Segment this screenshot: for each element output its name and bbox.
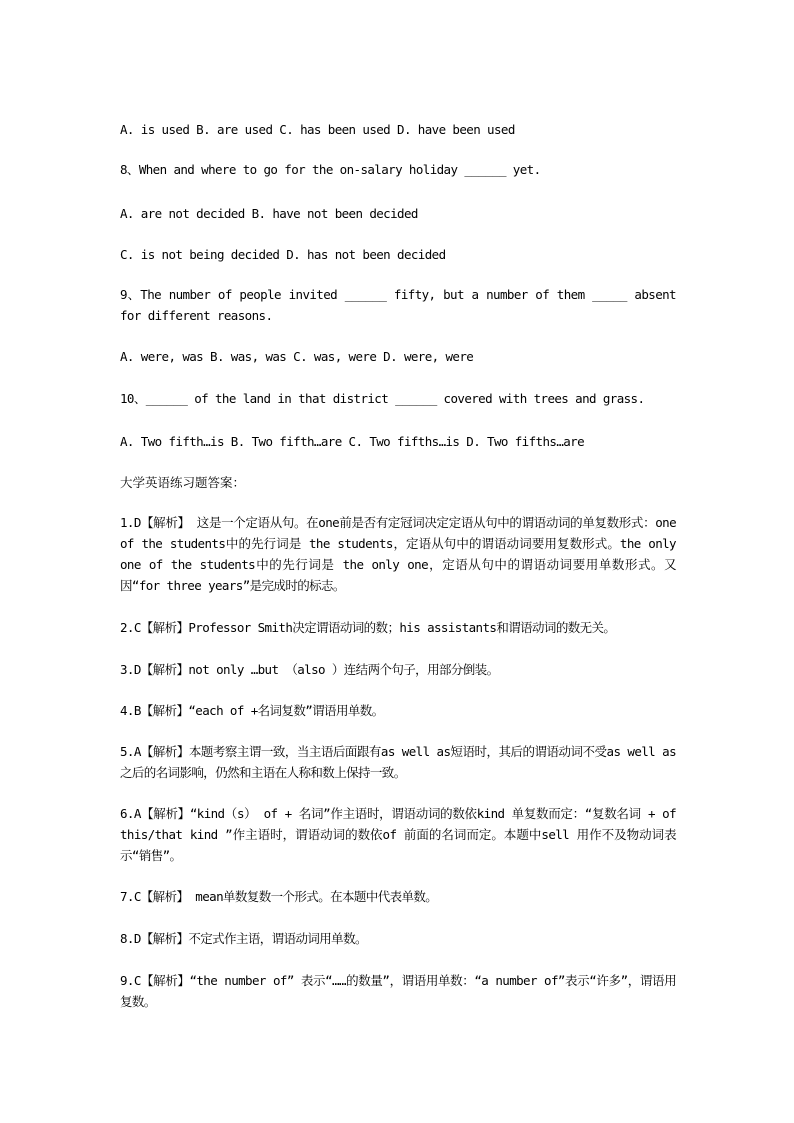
question-10-stem: 10、______ of the land in that district ______ covered with trees and grass. (120, 391, 645, 406)
answer-8: 8.D【解析】不定式作主语，谓语动词用单数。 (120, 931, 367, 946)
question-10-options: A. Two fifth…is B. Two fifth…are C. Two fifths…is D. Two fifths…are (120, 434, 585, 449)
question-7-options: A. is used B. are used C. has been used D. have been used (120, 122, 515, 137)
answer-3: 3.D【解析】not only …but （also ）连结两个句子，用部分倒装。 (120, 662, 499, 677)
answer-7: 7.C【解析】 mean单数复数一个形式。在本题中代表单数。 (120, 889, 438, 904)
question-9-options: A. were, was B. was, was C. was, were D. were, were (120, 349, 474, 364)
answers-heading: 大学英语练习题答案： (120, 475, 246, 490)
answer-6: 6.A【解析】“kind（s） of + 名词”作主语时，谓语动词的数依kind 单复数而定：“复数名词 + of this/that kind ”作主语时，谓语动词的数依of 前面的名词而定。本题中sell 用作不及物动词表示“销售”。 (120, 806, 676, 863)
question-8-options-ab: A. are not decided B. have not been decided (120, 206, 418, 221)
answer-9: 9.C【解析】“the number of” 表示“……的数量”，谓语用单数：“a number of”表示“许多”，谓语用复数。 (120, 973, 676, 1009)
question-8-options-cd: C. is not being decided D. has not been decided (120, 247, 446, 262)
answer-4: 4.B【解析】“each of +名词复数”谓语用单数。 (120, 703, 384, 718)
answer-2: 2.C【解析】Professor Smith决定谓语动词的数；his assistants和谓语动词的数无关。 (120, 620, 616, 635)
answer-1: 1.D【解析】 这是一个定语从句。在one前是否有定冠词决定定语从句中的谓语动词的单复数形式：one of the students中的先行词是 the students，定语从句中的谓语动词要用复数形式。the only one of the students中的先行词是 the only one，定语从句中的谓语动词要用单数形式。又因“for three years”是完成时的标志。 (120, 515, 676, 593)
question-9-stem: 9、The number of people invited ______ fifty, but a number of them _____ absent for different reasons. (120, 287, 676, 323)
answer-5: 5.A【解析】本题考察主谓一致，当主语后面跟有as well as短语时，其后的谓语动词不受as well as之后的名词影响，仍然和主语在人称和数上保持一致。 (120, 744, 676, 780)
question-8-stem: 8、When and where to go for the on-salary holiday ______ yet. (120, 162, 541, 177)
